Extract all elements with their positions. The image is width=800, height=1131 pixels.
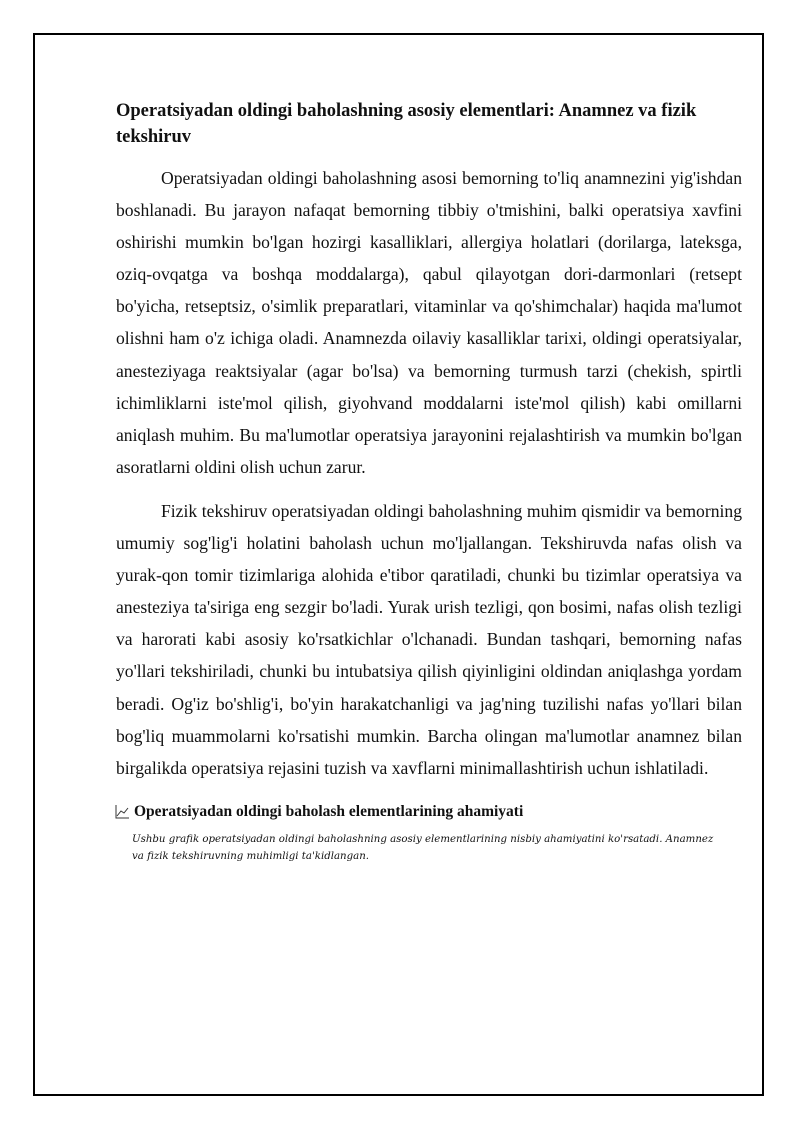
chart-caption: Ushbu grafik operatsiyadan oldingi baholashning asosiy elementlarining nisbiy ahamiyatini ko'rsatadi. Anamnez va fizik tekshiruvning muhimligi ta'kidlangan. <box>132 833 714 862</box>
chart-section-title: Operatsiyadan oldingi baholash elementlarining ahamiyati <box>134 802 524 820</box>
chart-line-icon <box>114 804 130 820</box>
document-body <box>116 98 742 865</box>
chart-section <box>114 802 742 865</box>
chart-title-row <box>114 802 742 822</box>
paragraph-anamnesis: Operatsiyadan oldingi baholashning asosi bemorning to'liq anamnezini yig'ishdan boshlanadi. Bu jarayon nafaqat bemorning tibbiy o'tmishini, balki operatsiya xavfini oshirishi mumkin bo'lgan hozirgi kasalliklari, allergiya holatlari (dorilarga, lateksga, oziq-ovqatga va boshqa moddalarga), qabul qilayotgan dori-darmonlari (retsept bo'yicha, retseptsiz, o'simlik preparatlari, vitaminlar va qo'shimchalar) haqida ma'lumot olishni ham o'z ichiga oladi. Anamnezda oilaviy kasalliklar tarixi, oldingi operatsiyalar, anesteziyaga reaktsiyalar (agar bo'lsa) va bemorning turmush tarzi (chekish, spirtli ichimliklarni iste'mol qilish, giyohvand moddalarni iste'mol qilish) kabi omillarni aniqlash muhim. Bu ma'lumotlar operatsiya jarayonini rejalashtirish va mumkin bo'lgan asoratlarni oldini olish uchun zarur. <box>116 168 742 477</box>
section-heading: Operatsiyadan oldingi baholashning asosiy elementlari: Anamnez va fizik tekshiruv <box>116 101 697 147</box>
paragraph-physical-exam: Fizik tekshiruv operatsiyadan oldingi baholashning muhim qismidir va bemorning umumiy sog'lig'i holatini baholash uchun mo'ljallangan. Tekshiruvda nafas olish va yurak-qon tomir tizimlariga alohida e'tibor qaratiladi, chunki bu tizimlar operatsiya va anesteziya ta'siriga eng sezgir bo'ladi. Yurak urish tezligi, qon bosimi, nafas olish tezligi va harorati kabi asosiy ko'rsatkichlar o'lchanadi. Bundan tashqari, bemorning nafas yo'llari tekshiriladi, chunki bu intubatsiya qilish qiyinligini oldindan aniqlashga yordam beradi. Og'iz bo'shlig'i, bo'yin harakatchanligi va jag'ning tuzilishi nafas yo'llari bilan bog'liq muammolarni ko'rsatishi mumkin. Barcha olingan ma'lumotlar anamnez bilan birgalikda operatsiya rejasini tuzish va xavflarni minimallashtirish uchun ishlatiladi. <box>116 500 742 778</box>
